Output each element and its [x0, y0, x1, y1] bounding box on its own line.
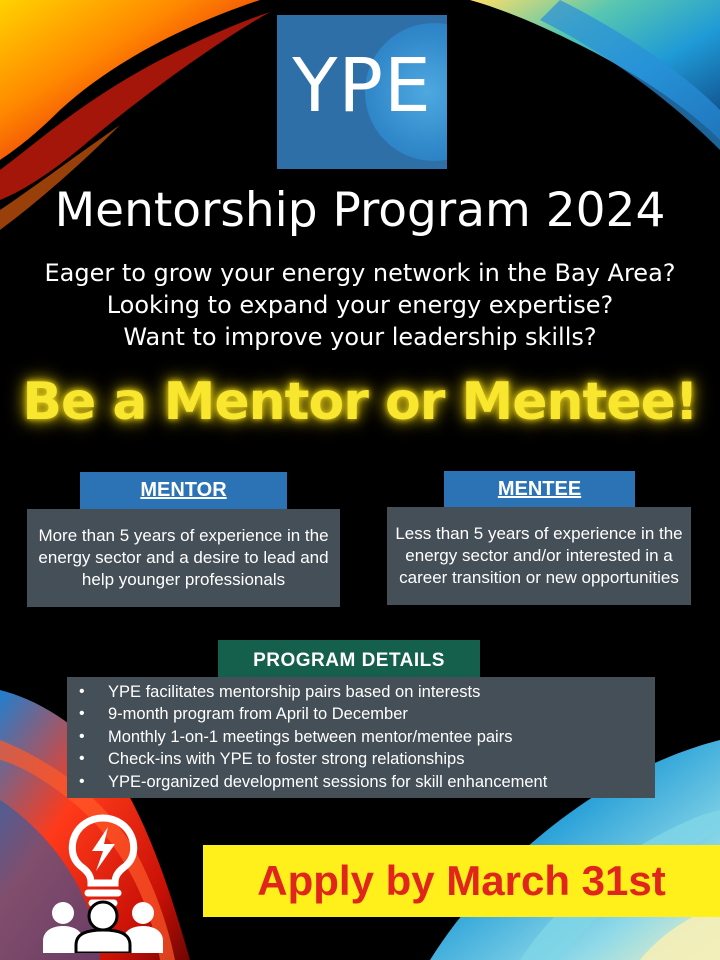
intro-questions — [0, 257, 720, 353]
ype-logo — [277, 15, 447, 169]
list-item-text: Check-ins with YPE to foster strong relationships — [108, 750, 465, 769]
list-item — [67, 726, 655, 748]
bullet-icon: • — [79, 772, 85, 790]
list-item-text: Monthly 1-on-1 meetings between mentor/mentee pairs — [108, 727, 513, 746]
lightning-bolt-icon — [92, 827, 115, 871]
mentee-description: Less than 5 years of experience in the energy sector and/or interested in a career transition or new opportunities — [387, 507, 691, 605]
people-group-icon — [43, 902, 163, 953]
question-line: Want to improve your leadership skills? — [123, 323, 597, 351]
bullet-icon: • — [79, 750, 85, 768]
program-details-label: PROGRAM DETAILS — [218, 640, 480, 679]
list-item-text: YPE-organized development sessions for skill enhancement — [108, 772, 548, 791]
headline: Be a Mentor or Mentee! — [22, 372, 698, 432]
bullet-icon: • — [79, 683, 85, 700]
list-item-text: 9-month program from April to December — [108, 705, 408, 724]
logo-text: YPE — [292, 43, 432, 129]
mentee-label: MENTEE — [444, 471, 635, 508]
program-details-list — [67, 681, 655, 793]
apply-deadline-banner: Apply by March 31st — [203, 845, 720, 917]
list-item-text: YPE facilitates mentorship pairs based on interests — [108, 683, 481, 701]
page-title: Mentorship Program 2024 — [54, 183, 666, 238]
list-item — [67, 748, 655, 770]
question-line: Looking to expand your energy expertise? — [106, 291, 614, 319]
list-item — [67, 681, 655, 703]
mentor-description: More than 5 years of experience in the energy sector and a desire to lead and help younger professionals — [27, 509, 340, 607]
list-item — [67, 771, 655, 793]
mentor-label: MENTOR — [80, 472, 287, 509]
mentorship-icon-group — [38, 813, 168, 953]
bullet-icon: • — [79, 705, 85, 723]
list-item — [67, 703, 655, 725]
bullet-icon: • — [79, 727, 85, 745]
question-line: Eager to grow your energy network in the Bay Area? — [44, 259, 676, 287]
program-details-box — [67, 677, 655, 798]
